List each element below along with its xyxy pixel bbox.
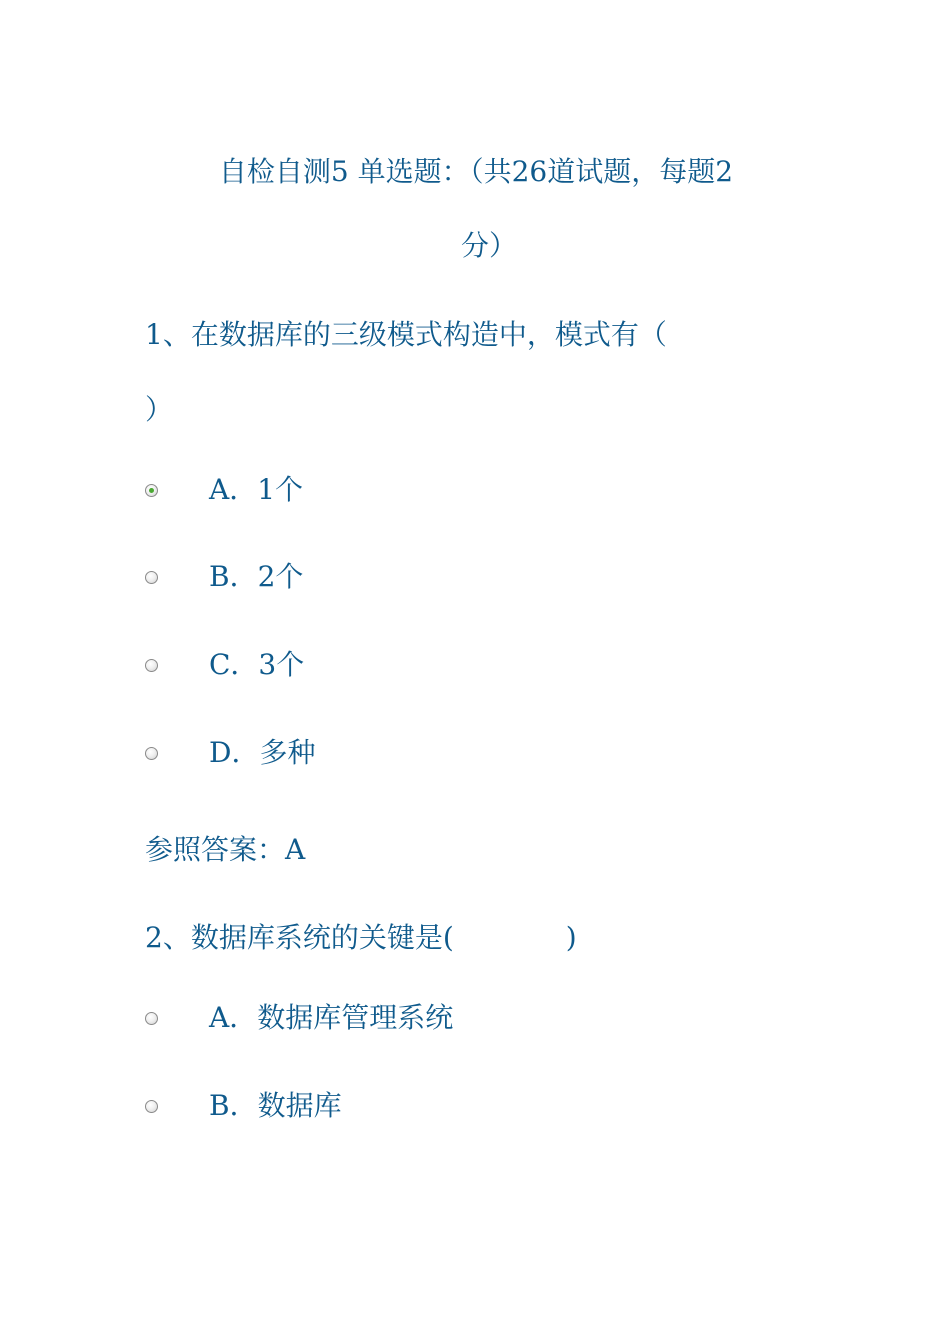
- question-1-option-b[interactable]: [145, 557, 303, 597]
- option-label: A．1个: [209, 473, 304, 506]
- option-label: B．2个: [209, 560, 304, 593]
- question-1-option-c[interactable]: [145, 645, 304, 685]
- question-2-text: 2、数据库系统的关键是( ): [145, 921, 577, 954]
- radio-button[interactable]: [145, 747, 158, 760]
- option-label: C．3个: [209, 648, 305, 681]
- reference-answer: 参照答案：A: [145, 833, 306, 866]
- radio-button[interactable]: [145, 1100, 158, 1113]
- question-1-option-d[interactable]: [145, 733, 315, 773]
- radio-button-selected[interactable]: [145, 484, 158, 497]
- question-1-option-a[interactable]: [145, 470, 303, 510]
- option-label: D．多种: [209, 736, 316, 769]
- option-label: B．数据库: [209, 1089, 342, 1122]
- question-2-option-a[interactable]: [145, 998, 453, 1038]
- question-1-text-continued: ）: [145, 393, 174, 426]
- option-label: A．数据库管理系统: [209, 1001, 454, 1034]
- page-title-continued: 分）: [460, 229, 517, 262]
- radio-button[interactable]: [145, 659, 158, 672]
- page-title: 自检自测5 单选题：（共26道试题，每题2: [218, 155, 734, 188]
- question-1-text: 1、在数据库的三级模式构造中，模式有（: [145, 318, 667, 351]
- radio-button[interactable]: [145, 571, 158, 584]
- radio-button[interactable]: [145, 1012, 158, 1025]
- question-2-option-b[interactable]: [145, 1086, 342, 1126]
